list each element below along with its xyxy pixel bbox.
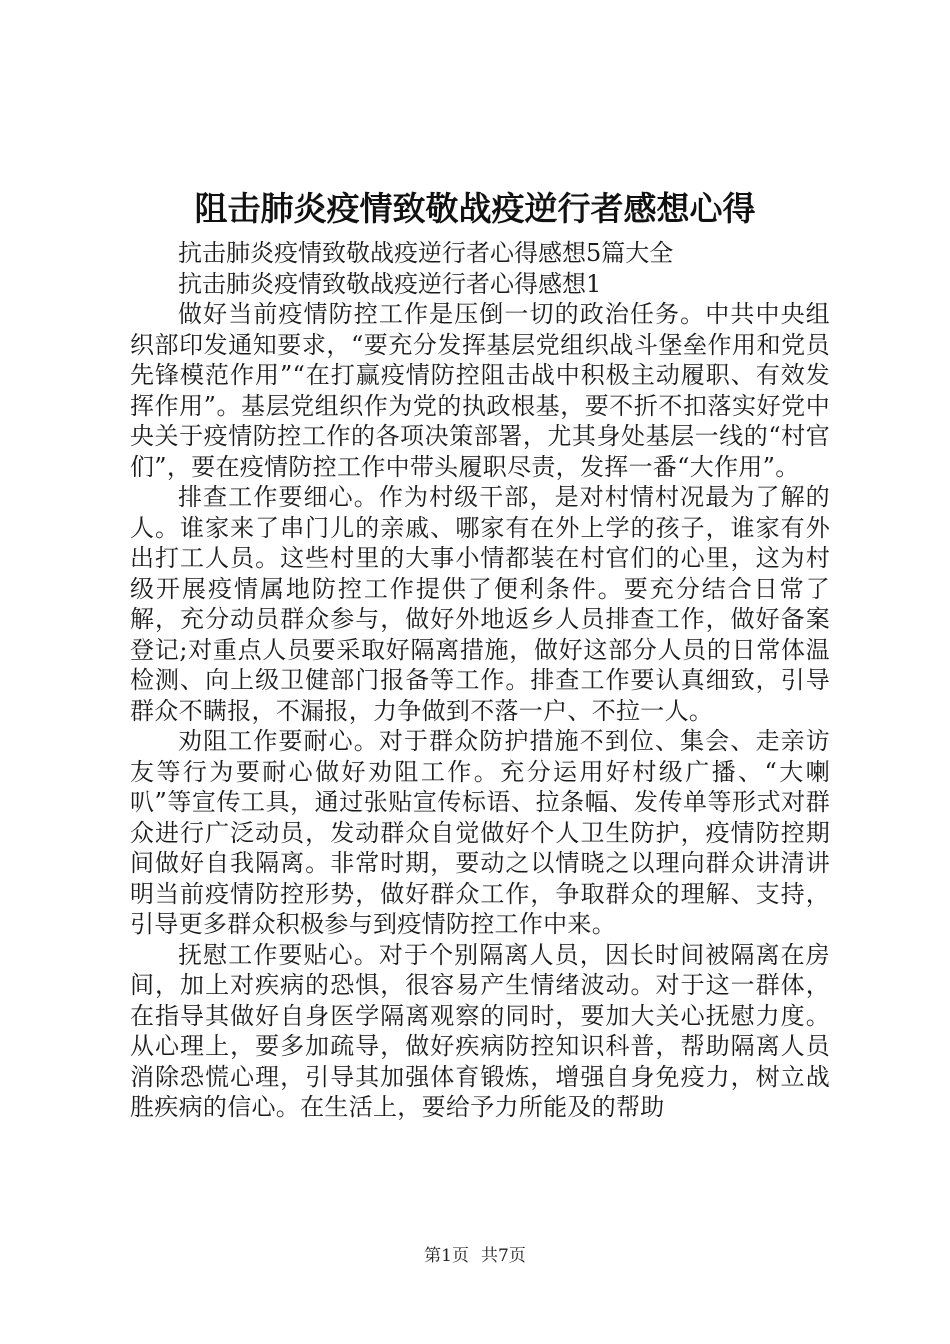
page-total: 共7页 xyxy=(481,1246,526,1266)
page-number: 第1页 xyxy=(424,1246,469,1266)
document-title: 阻击肺炎疫情致敬战疫逆行者感想心得 xyxy=(194,189,756,228)
document-subtitle: 抗击肺炎疫情致敬战疫逆行者心得感想5篇大全 xyxy=(178,239,674,267)
page-footer xyxy=(0,1245,950,1267)
paragraph: 劝阻工作要耐心。对于群众防护措施不到位、集会、走亲访友等行为要耐心做好劝阻工作。充分运用好村级广播、“大喇叭”等宣传工具，通过张贴宣传标语、拉条幅、发传单等形式对群众进行广泛动员，发动群众自觉做好个人卫生防护，疫情防控期间做好自我隔离。非常时期，要动之以情晓之以理向群众讲清讲明当前疫情防控形势，做好群众工作，争取群众的理解、支持，引导更多群众积极参与到疫情防控工作中来。 xyxy=(130,727,830,938)
document-body xyxy=(130,238,830,1123)
paragraph: 做好当前疫情防控工作是压倒一切的政治任务。中共中央组织部印发通知要求，“要充分发挥基层党组织战斗堡垒作用和党员先锋模范作用”“在打赢疫情防控阻击战中积极主动履职、有效发挥作用”。基层党组织作为党的执政根基，要不折不扣落实好党中央关于疫情防控工作的各项决策部署，尤其身处基层一线的“村官们”，要在疫情防控工作中带头履职尽责，发挥一番“大作用”。 xyxy=(130,300,830,481)
paragraph: 排查工作要细心。作为村级干部，是对村情村况最为了解的人。谁家来了串门儿的亲戚、哪家有在外上学的孩子，谁家有外出打工人员。这些村里的大事小情都装在村官们的心里，这为村级开展疫情属地防控工作提供了便利条件。要充分结合日常了解，充分动员群众参与，做好外地返乡人员排查工作，做好备案登记;对重点人员要采取好隔离措施，做好这部分人员的日常体温检测、向上级卫健部门报备等工作。排查工作要认真细致，引导群众不瞒报，不漏报，力争做到不落一户、不拉一人。 xyxy=(130,483,830,725)
document-section-heading: 抗击肺炎疫情致敬战疫逆行者心得感想1 xyxy=(178,269,602,298)
paragraph: 抚慰工作要贴心。对于个别隔离人员，因长时间被隔离在房间，加上对疾病的恐惧，很容易产生情绪波动。对于这一群体，在指导其做好自身医学隔离观察的同时，要加大关心抚慰力度。从心理上，要多加疏导，做好疾病防控知识科普，帮助隔离人员消除恐慌心理，引导其加强体育锻炼，增强自身免疫力，树立战胜疾病的信心。在生活上，要给予力所能及的帮助 xyxy=(130,940,830,1121)
